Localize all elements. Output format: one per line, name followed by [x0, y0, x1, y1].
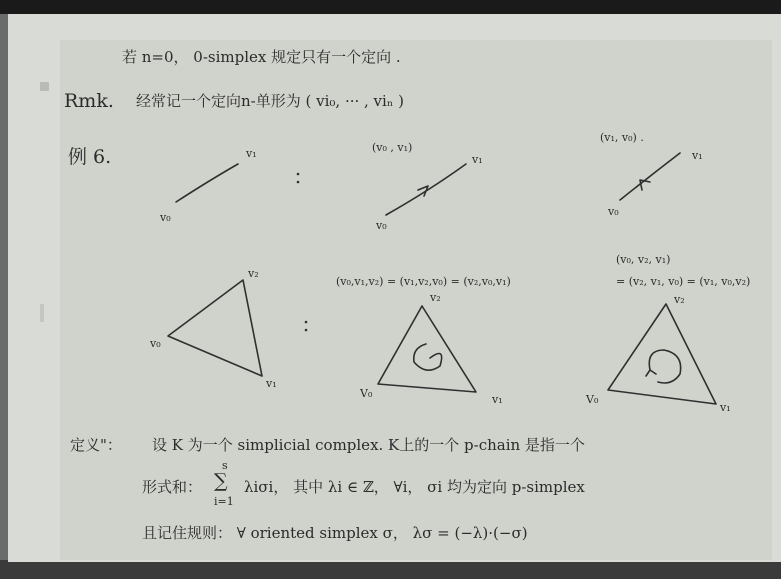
definition-label: 定义"： [70, 436, 122, 454]
side-indicator [40, 304, 44, 322]
triangle-1 [168, 280, 262, 376]
triangle-2 [378, 306, 476, 392]
edge-3-tuple: (v₁, v₀) . [600, 131, 644, 144]
side-button[interactable] [40, 82, 49, 91]
note-line-1: 若 n=0， 0-simplex 规定只有一个定向 . [122, 48, 401, 66]
edge-3-arrow [640, 180, 650, 190]
e-ink-device [8, 14, 781, 562]
definition-line-1: 设 K 为一个 simplicial complex. K上的一个 p-chain 是指一个 [152, 436, 585, 454]
edge-colon-dot-2 [297, 181, 300, 184]
triangle-3 [608, 304, 716, 404]
edge-2-bottom-label: v₀ [376, 219, 387, 232]
edge-colon-dot-1 [297, 173, 300, 176]
triangle-3-left-label: V₀ [586, 393, 599, 406]
top-bar [0, 0, 781, 14]
triangle-1-right-label: v₁ [266, 377, 277, 390]
sum-symbol: ∑ [214, 470, 228, 492]
triangle-2-left-label: V₀ [360, 387, 373, 400]
triangle-colon-dot-1 [305, 321, 308, 324]
triangle-1-left-label: v₀ [150, 337, 161, 350]
triangle-2-top-label: v₂ [430, 291, 441, 304]
definition-line-2-prefix: 形式和： [142, 478, 203, 496]
edge-1-bottom-label: v₀ [160, 211, 171, 224]
sum-lower-limit: i=1 [214, 495, 234, 508]
triangle-1-top-label: v₂ [248, 267, 259, 280]
edge-1-top-label: v₁ [246, 147, 257, 160]
edge-1-line [176, 164, 238, 202]
rmk-label: Rmk. [64, 90, 114, 112]
triangle-2-orientation-loop [414, 344, 442, 370]
note-page[interactable] [60, 40, 772, 560]
definition-line-3: 且记住规则： ∀ oriented simplex σ， λσ = (−λ)·(−σ) [142, 524, 528, 542]
triangle-3-tuple-2: = (v₂, v₁, v₀) = (v₁, v₀,v₂) [616, 275, 751, 288]
triangle-3-right-label: v₁ [720, 401, 731, 414]
bottom-bezel [0, 560, 781, 579]
triangle-3-tuple-1: (v₀, v₂, v₁) [616, 253, 671, 266]
edge-3-top-label: v₁ [692, 149, 703, 162]
edge-2-tuple: (v₀ , v₁) [372, 141, 413, 154]
triangle-3-top-label: v₂ [674, 293, 685, 306]
example-label: 例 6. [68, 146, 112, 168]
edge-3-bottom-label: v₀ [608, 205, 619, 218]
triangle-colon-dot-2 [305, 329, 308, 332]
triangle-3-orientation-loop [649, 350, 680, 383]
edge-2-top-label: v₁ [472, 153, 483, 166]
triangle-2-tuple: (v₀,v₁,v₂) = (v₁,v₂,v₀) = (v₂,v₀,v₁) [336, 275, 511, 288]
rmk-text: 经常记一个定向n-单形为 ( vi₀, ··· , viₙ ) [136, 92, 404, 110]
triangle-3-arrowhead [646, 370, 656, 376]
definition-line-2-rest: λiσi， 其中 λi ∈ ℤ， ∀i， σi 均为定向 p-simplex [244, 478, 585, 496]
edge-3-line [620, 153, 680, 200]
triangle-2-right-label: v₁ [492, 393, 503, 406]
sum-upper-limit: s [222, 459, 228, 472]
